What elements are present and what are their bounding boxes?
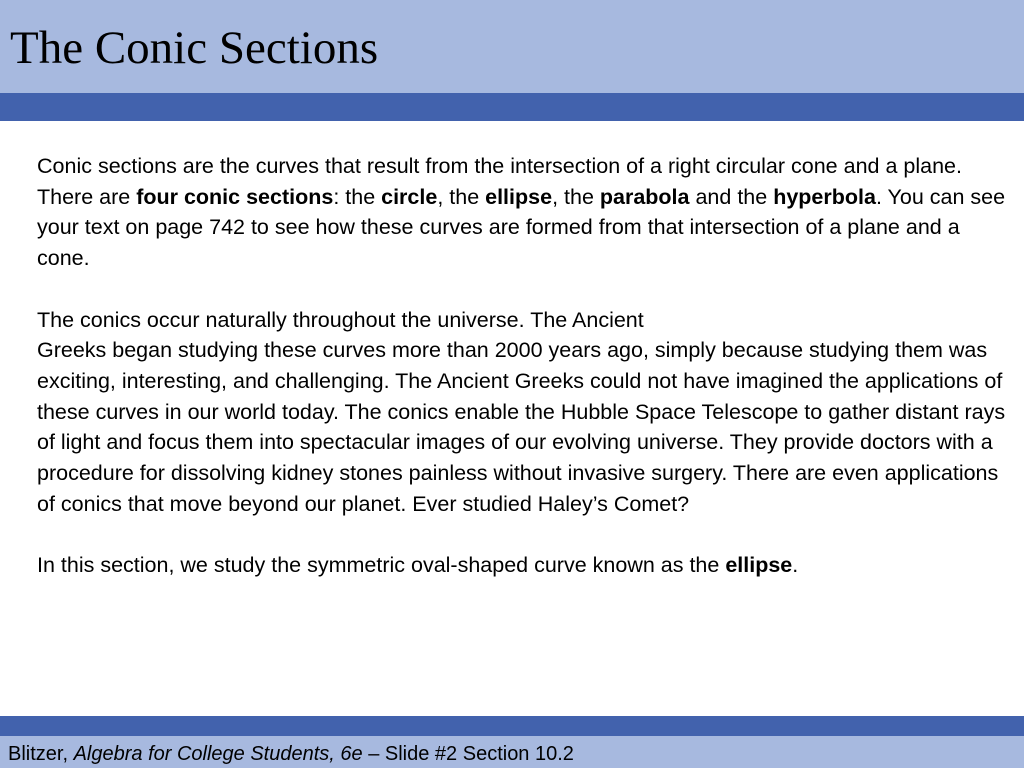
p1-text-2: : the <box>333 184 382 209</box>
term-ellipse-final: ellipse <box>725 553 793 578</box>
p1-text-6: . You can see your text on page 742 to see how these curves are formed from that intersection of a plane and a cone. <box>37 184 1006 271</box>
term-parabola: parabola <box>599 184 690 209</box>
term-circle: circle <box>381 184 438 209</box>
p3-text-1: In this section, we study the symmetric oval-shaped curve known as the <box>37 553 726 578</box>
term-hyperbola: hyperbola <box>773 184 876 209</box>
paragraph-section-intro <box>37 550 1012 581</box>
p1-text-5: and the <box>689 184 774 209</box>
footer-book-title: Algebra for College Students, 6e <box>73 743 363 765</box>
slide-footer <box>8 740 574 768</box>
p2-line-1: The conics occur naturally throughout the universe. The Ancient <box>37 307 644 332</box>
footer-slide-info: – Slide #2 Section 10.2 <box>362 743 574 765</box>
p2-line-2: Greeks began studying these curves more than 2000 years ago, simply because studying them was exciting, interesting, and challenging. The Ancient Greeks could not have imagined the applications of these curves in our world today. The conics enable the Hubble Space Telescope to gather distant rays of light and focus them into spectacular images of our evolving universe. They provide doctors with a procedure for dissolving kidney stones painless without invasive surgery. There are even applications of conics that move beyond our planet. Ever studied Haley’s Comet? <box>37 338 1006 516</box>
slide-title: The Conic Sections <box>10 22 379 74</box>
title-divider-bar <box>0 93 1024 121</box>
p1-text-1: Conic sections are the curves that result from the intersection of a right circular cone and a plane. There are <box>37 154 962 209</box>
p1-text-3: , the <box>437 184 486 209</box>
term-ellipse: ellipse <box>485 184 553 209</box>
footer-divider-bar <box>0 716 1024 736</box>
p1-text-4: , the <box>552 184 600 209</box>
p3-text-2: . <box>792 553 799 578</box>
footer-author: Blitzer, <box>8 743 74 765</box>
term-four-conic-sections: four conic sections <box>136 184 334 209</box>
slide-body <box>37 151 1012 581</box>
paragraph-conic-definition <box>37 151 1012 274</box>
paragraph-conics-history <box>37 305 1012 520</box>
